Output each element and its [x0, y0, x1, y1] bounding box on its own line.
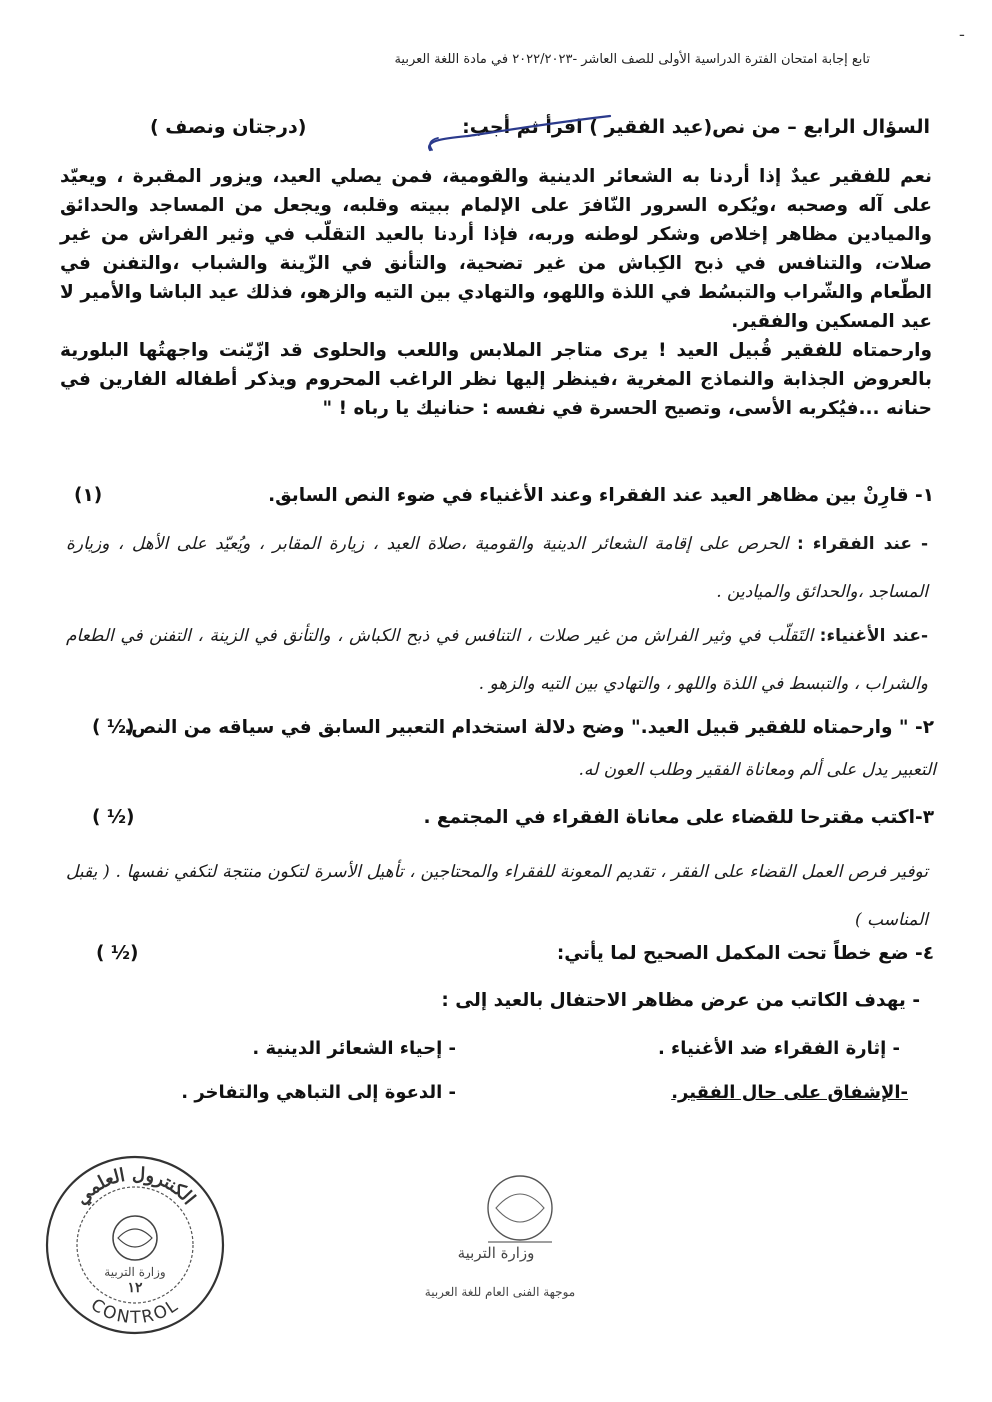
question-points: (درجتان ونصف )	[150, 116, 307, 138]
item-3-answer	[66, 848, 928, 944]
stamp-arc-top-text: الكنترول العلمي	[71, 1163, 200, 1209]
page-header: تابع إجابة امتحان الفترة الدراسية الأولى للصف العاشر -٢٠٢٢/٢٠٢٣ في مادة اللغة العربية	[394, 52, 870, 67]
item-2-answer: التعبير يدل على ألم ومعاناة الفقير وطلب العون له.	[578, 760, 936, 780]
stamp-arc-bottom-text: CONTROL	[87, 1295, 183, 1329]
stamp-emblem-icon	[113, 1216, 157, 1260]
item-1-question: ١- قارِنْ بين مظاهر العيد عند الفقراء وعند الأغنياء في ضوء النص السابق.	[268, 485, 934, 506]
poor-label: - عند الفقراء :	[796, 534, 929, 554]
option-boasting: - الدعوة إلى التباهي والتفاخر .	[181, 1082, 456, 1103]
stamp-emblem-detail-icon	[118, 1229, 152, 1247]
stamp-number: ١٢	[127, 1280, 143, 1296]
option-incite-poor: - إثارة الفقراء ضد الأغنياء .	[657, 1038, 900, 1059]
stamp-inner-text: وزارة التربية	[104, 1265, 166, 1279]
corner-mark: ـ	[959, 24, 964, 40]
ministry-stamp	[420, 1160, 580, 1310]
item-4-stem: - يهدف الكاتب من عرض مظاهر الاحتفال بالعيد إلى :	[441, 990, 920, 1011]
rich-label: -عند الأغنياء:	[819, 626, 929, 646]
item-1-answer-poor	[66, 520, 928, 616]
question-title: السؤال الرابع – من نص(عيد الفقير ) اقرأ ثم أجب:	[462, 116, 930, 138]
passage-paragraph-2: وارحمتاه للفقير قُبيل العيد ! يرى متاجر الملابس واللعب والحلوى قد ازّيّنت واجهتُها البلورية بالعروض الجذابة والنماذج المغرية ،فينظر إليها نظر الراغب المحروم ويذكر أطفاله الفارين في حنانه ...فيُكربه الأسى، وتصيح الحسرة في نفسه : حنانيك يا رباه ! "	[60, 340, 932, 419]
item-3-points: ( ½)	[92, 807, 135, 828]
item-3-answer-note: ( يقبل المناسب )	[66, 862, 928, 930]
ministry-stamp-title: وزارة التربية	[457, 1244, 535, 1262]
item-3-answer-text: توفير فرص العمل القضاء على الفقر ، تقديم المعونة للفقراء والمحتاجين ، تأهيل الأسرة لتكون منتجة لتكفي نفسها .	[115, 862, 929, 882]
option-revive-rites: - إحياء الشعائر الدينية .	[252, 1038, 456, 1059]
control-stamp	[40, 1150, 230, 1340]
item-4-question: ٤- ضع خطاً تحت المكمل الصحيح لما يأتي:	[556, 943, 934, 964]
poor-answer-text: الحرص على إقامة الشعائر الدينية والقومية ،صلاة العيد ، زيارة المقابر ، ويُعيّد على الأهل ، وزيارة المساجد ،والحدائق والميادين .	[66, 534, 928, 602]
ministry-emblem-detail-icon	[496, 1194, 544, 1222]
ministry-stamp-caption: موجهة الفنى العام للغة العربية	[424, 1285, 576, 1299]
ministry-emblem-icon	[488, 1176, 552, 1240]
item-2-points: ( ½)	[92, 717, 135, 738]
item-2-question: ٢- " وارحمتاه للفقير قبيل العيد." وضح دلالة استخدام التعبير السابق في سياقه من النص.	[124, 717, 934, 738]
option-pity-poor-correct: -الإشفاق على حال الفقير.	[671, 1082, 908, 1103]
item-4-points: ( ½)	[96, 943, 139, 964]
rich-answer-text: التَقلّب في وثير الفراش من غير صلات ، التنافس في ذبح الكباش ، والتأنق في الزينة ، التفنن في الطعام والشراب ، والتبسط في اللذة واللهو ، والتهادي بين التيه والزهو .	[66, 626, 928, 694]
item-3-question: ٣-اكتب مقترحا للقضاء على معاناة الفقراء في المجتمع .	[423, 807, 934, 828]
pen-check-mark	[418, 110, 618, 160]
passage-paragraph-1: نعم للفقير عيدٌ إذا أردنا به الشعائر الدينية والقومية، فمن يصلي العيد، ويزور المقبرة ، ويعيّد على آله وصحبه ،ويُكره السرور النّافرَ على الإلمام ببيته وقلبه، ويجعل من المساجد والحدائق والميادين مظاهر إخلاص وشكر لوطنه وربه، فإذا أردنا بالعيد التقلّب في وثير الفراش من غير صلات، والتنافس في ذبح الكِباش من غير تضحية، والتأنق في الزّينة والشباب ،والتفنن في الطّعام والشّراب والتبسُط في اللذة واللهو، والتهادي بين التيه والزهو، فذلك عيد الباشا والأمير لا عيد المسكين والفقير.	[60, 166, 932, 332]
item-1-answer-rich	[66, 612, 928, 708]
item-1-points: (١)	[74, 485, 103, 506]
